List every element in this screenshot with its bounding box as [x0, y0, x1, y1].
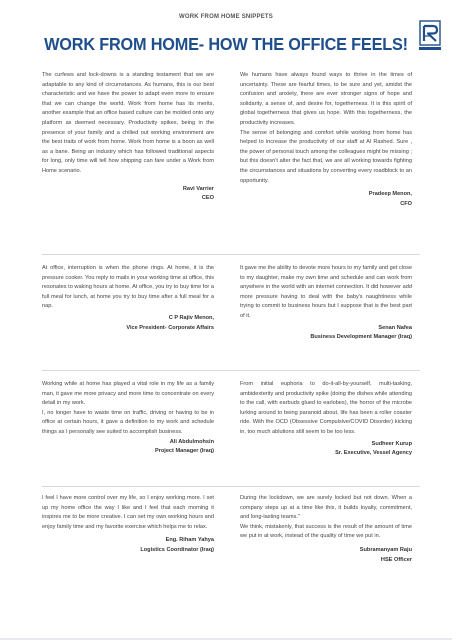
author-name: Subramanyam Raju — [359, 546, 412, 553]
author-name: Pradeep Menon, — [368, 191, 412, 198]
company-logo-icon — [419, 20, 441, 50]
snippet-text: I, no longer have to waste time on traffic, driving or having to be in office at certain hours, it gave a definition to my work and schedule things as I personally see suited to accomplish business. — [42, 409, 214, 435]
snippet-text: At office, interruption is when the phone rings. At home, it is the pressure cooker. You reply to mails in your working time at office, this resonates to waking hours at home. At office, you try to buy time for a full meal for lunch, at home you try to buy time after a full meal for a nap. — [42, 265, 214, 310]
signature — [240, 190, 412, 209]
divider — [42, 486, 420, 487]
author-role: Project Manager (Iraq) — [154, 448, 214, 455]
snippet-text: From initial euphoria to do-it-all-by-yourself, multi-tasking, ambidexterity and productivity spike (doing the dishes while attending to the call, with earbuds glued to earlobes), the horror of the microbe lurking around to being paranoid about, life has been a roller coaster ride. With the OCD (Obsessive Compulsive/COVID Disorder) kicking in, too much ablutions still seem to be too less. — [240, 381, 412, 435]
snippet-text: The sense of belonging and comfort while working from home has helped to increase the productivity of our staff at Al Rashed. Sure , the power of personal touch among the colleagues might be missing ; but this doesn't alter the fact that, we are all working towards fighting the circumstances and situations by converting every roadblock to an opportunity. — [240, 129, 412, 184]
signature — [42, 314, 214, 333]
author-role: CEO — [201, 195, 214, 202]
author-name: Sudheer Kurup — [371, 440, 412, 447]
author-name: C P Rajiv Menon, — [168, 314, 214, 321]
author-name: Eng. Riham Yahya — [165, 537, 214, 544]
snippet-text: We humans have always found ways to thrive in the times of uncertainty. These are fearful times, to be sure and yet, amidst the confusion and anxiety, there are ever stronger signs of hope and solidarity, a sense of, and desire for, togetherness. It is this spirit of global togetherness that gives us hope. With this togetherness, the productivity increases. — [240, 72, 412, 126]
snippet-text: It gave me the ability to devote more hours to my family and get close to my daughter, make my own time and schedule and can work from anywhere in the world with an internet connection. It did however add more pressure having to deal with the baby's naughtiness while trying to commit to business hours but I suppose that is the best part of it. — [240, 265, 412, 319]
divider — [42, 254, 420, 255]
signature — [42, 438, 214, 457]
snippet-ali-abdulmohsin — [42, 380, 214, 457]
author-role: HSE Officer — [380, 556, 412, 563]
snippet-ravi-varrier — [42, 71, 214, 204]
divider — [42, 370, 420, 371]
signature — [42, 185, 214, 204]
author-role: Business Development Manager (Iraq) — [310, 334, 412, 341]
snippet-text: We think, mistakenly, that success is the result of the amount of time we put in at work, instead of the quality of time we put in. — [240, 523, 412, 540]
author-role: Sr. Executive, Vessel Agency — [335, 450, 412, 457]
snippet-text: I feel I have more control over my life, so I enjoy working more. I set up my home office the way I like and I feel that each morning it inspires me to be more creative. I can set my own working hours and enjoy family time and my favorite exercise which helps me to relax. — [42, 495, 214, 530]
snippet-riham-yahya — [42, 494, 214, 556]
snippet-text: Working while at home has played a vital role in my life as a family man, it gave me more privacy and more time to concentrate on every detail in my work. — [42, 381, 214, 407]
snippet-pradeep-menon — [240, 71, 412, 209]
author-role: CFO — [400, 200, 412, 207]
author-role: Vice President- Corporate Affairs — [126, 324, 214, 331]
page-title: WORK FROM HOME- HOW THE OFFICE FEELS! — [44, 34, 408, 54]
snippet-text: During the lockdown, we are surely locked but not down. When a company steps up at a time like this, it builds loyalty, commitment, and long-lasting teams." — [240, 495, 412, 521]
signature — [240, 324, 412, 343]
signature — [240, 546, 412, 565]
author-name: Ali Abdulmohsin — [169, 438, 214, 445]
snippet-cp-rajiv-menon — [42, 264, 214, 333]
snippet-senan-nafea — [240, 264, 412, 343]
snippet-sudheer-kurup — [240, 380, 412, 459]
author-name: Ravi Varrier — [182, 185, 214, 192]
snippet-subramanyam-raju — [240, 494, 412, 565]
author-name: Senan Nafea — [378, 324, 412, 331]
signature — [42, 536, 214, 555]
section-kicker: WORK FROM HOME SNIPPETS — [179, 14, 273, 20]
signature — [240, 440, 412, 459]
author-role: Logistics Coordinator (Iraq) — [140, 546, 214, 553]
snippet-text: The curfews and lock-downs is a standing testament that we are adaptable to any kind of circumstances. As humans, this is our best characteristic and we have the power to adapt even more to ensure that we can change the world. Work from home has its merits, another example that an office based culture can be molded onto any platform as deemed necessary. Productivity spikes, being in the presence of your family and a chilled out working environment are the best traits of work from home. Work from home is a boon as well as a bane. Being an industry which has followed traditional aspects for long, only time will tell how shipping can fare under a Work from Home scenario. — [42, 72, 214, 174]
